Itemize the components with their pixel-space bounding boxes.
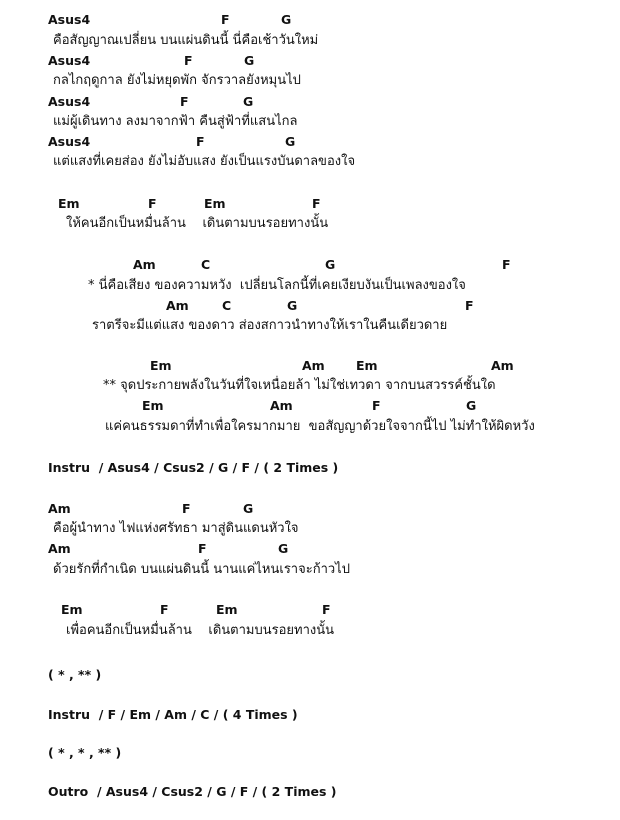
chord-c: C	[201, 257, 211, 272]
chord-em: Em	[216, 602, 238, 617]
chord-g: G	[287, 298, 298, 313]
chord-am: Am	[48, 541, 71, 556]
chord-g: G	[325, 257, 336, 272]
lyric-line: ให้คนอีกเป็นหมื่นล้าน เดินตามบนรอยทางนั้น	[66, 216, 329, 231]
chord-f: F	[465, 298, 474, 313]
chord-f: F	[322, 602, 331, 617]
chord-g: G	[285, 134, 296, 149]
chord-asus4: Asus4	[48, 53, 91, 68]
chord-em: Em	[204, 196, 226, 211]
chord-f: F	[502, 257, 511, 272]
repeat-marker: ( * , * , ** )	[48, 745, 122, 760]
chord-g: G	[243, 94, 254, 109]
lyric-line: * นี่คือเสียง ของความหวัง เปลี่ยนโลกนี้ที่เคยเงียบงันเป็นเพลงของใจ	[88, 278, 466, 293]
repeat-marker: ( * , ** )	[48, 667, 102, 682]
chord-f: F	[160, 602, 169, 617]
chord-em: Em	[58, 196, 80, 211]
chord-f: F	[196, 134, 205, 149]
lyric-line: ราตรีจะมีแต่แสง ของดาว ส่องสกาวนำทางให้เราในคืนเดียวดาย	[92, 318, 448, 333]
lyric-line: ด้วยรักที่กำเนิด บนแผ่นดินนี้ นานแค่ไหนเราจะก้าวไป	[53, 562, 350, 577]
chord-c: C	[222, 298, 232, 313]
lyric-line: เพื่อคนอีกเป็นหมื่นล้าน เดินตามบนรอยทางนั้น	[66, 623, 334, 638]
chord-g: G	[244, 53, 255, 68]
chord-asus4: Asus4	[48, 134, 91, 149]
outro-line: Outro / Asus4 / Csus2 / G / F / ( 2 Times )	[48, 784, 337, 799]
chord-am: Am	[270, 398, 293, 413]
lyric-line: กลไกฤดูกาล ยังไม่หยุดพัก จักรวาลยังหมุนไป	[53, 73, 301, 88]
chord-am: Am	[491, 358, 514, 373]
chord-am: Am	[166, 298, 189, 313]
lyric-line: ** จุดประกายพลังในวันที่ใจเหนื่อยล้า ไม่ใช่เทวดา จากบนสวรรค์ชั้นใด	[103, 378, 496, 393]
chord-f: F	[148, 196, 157, 211]
chord-f: F	[180, 94, 189, 109]
chord-am: Am	[48, 501, 71, 516]
chord-g: G	[278, 541, 289, 556]
chord-em: Em	[356, 358, 378, 373]
chord-asus4: Asus4	[48, 94, 91, 109]
chord-em: Em	[150, 358, 172, 373]
lyric-line: แค่คนธรรมดาที่ทำเพื่อใครมากมาย ขอสัญญาด้วยใจจากนี้ไป ไม่ทำให้ผิดหวัง	[105, 419, 535, 434]
lyric-line: คือสัญญาณเปลี่ยน บนแผ่นดินนี้ นี่คือเช้าวันใหม่	[53, 33, 319, 48]
chord-g: G	[243, 501, 254, 516]
chord-f: F	[184, 53, 193, 68]
chord-f: F	[372, 398, 381, 413]
instrumental-line: Instru / F / Em / Am / C / ( 4 Times )	[48, 707, 298, 722]
chord-am: Am	[133, 257, 156, 272]
chord-f: F	[182, 501, 191, 516]
lyric-line: แม่ผู้เดินทาง ลงมาจากฟ้า คืนสู่ฟ้าที่แสนไกล	[53, 114, 298, 129]
chord-am: Am	[302, 358, 325, 373]
chord-f: F	[312, 196, 321, 211]
chord-em: Em	[142, 398, 164, 413]
chord-asus4: Asus4	[48, 12, 91, 27]
chord-g: G	[466, 398, 477, 413]
chord-f: F	[198, 541, 207, 556]
lyric-line: แต่แสงที่เคยส่อง ยังไม่อับแสง ยังเป็นแรงบันดาลของใจ	[53, 154, 356, 169]
chord-f: F	[221, 12, 230, 27]
chord-g: G	[281, 12, 292, 27]
instrumental-line: Instru / Asus4 / Csus2 / G / F / ( 2 Times )	[48, 460, 339, 475]
chord-em: Em	[61, 602, 83, 617]
lyric-line: คือผู้นำทาง ไฟแห่งศรัทธา มาสู่ดินแดนหัวใจ	[53, 521, 299, 536]
